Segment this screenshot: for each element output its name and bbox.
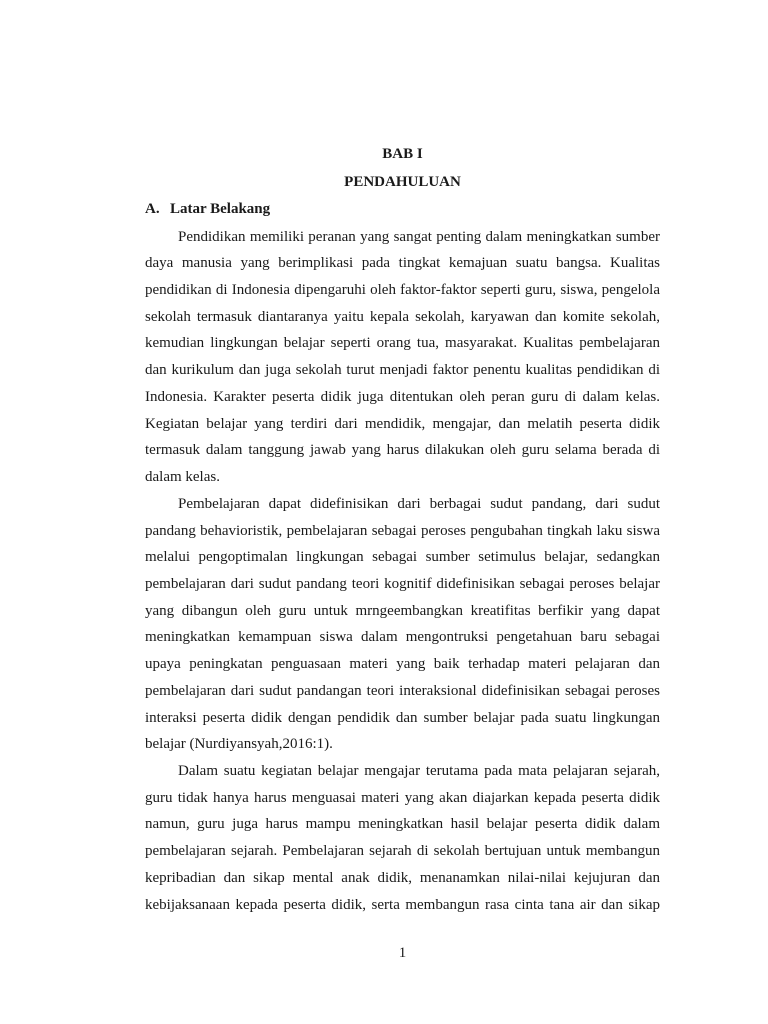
text-line: pembelajaran sejarah. Pembelajaran sejarah di sekolah bertujuan untuk membangun — [145, 843, 660, 860]
text-line: sekolah termasuk diantaranya yaitu kepala sekolah, karyawan dan komite sekolah, — [145, 308, 660, 325]
paragraph — [145, 758, 660, 918]
text-line: dalam kelas. — [145, 469, 220, 486]
chapter-heading — [145, 141, 660, 224]
body-text — [145, 224, 660, 919]
chapter-title: PENDAHULUAN — [344, 173, 461, 190]
paragraph — [145, 491, 660, 758]
section-number: A. — [145, 201, 160, 217]
text-line: termasuk dalam tanggung jawab yang harus dilakukan oleh guru selama berada di — [145, 442, 660, 459]
chapter-label: BAB I — [382, 146, 423, 162]
text-line: Kegiatan belajar yang terdiri dari mendidik, mengajar, dan melatih peserta didik — [145, 415, 660, 432]
text-line: Pembelajaran dapat didefinisikan dari berbagai sudut pandang, dari sudut — [178, 495, 660, 512]
text-line: kemudian lingkungan belajar seperti orang tua, masyarakat. Kualitas pembelajaran — [145, 335, 660, 352]
section-title: Latar Belakang — [170, 201, 271, 217]
text-line: daya manusia yang berimplikasi pada tingkat kemajuan suatu bangsa. Kualitas — [145, 255, 660, 272]
text-line: pendidikan di Indonesia dipengaruhi oleh faktor-faktor seperti guru, siswa, pengelola — [145, 282, 660, 299]
text-line: namun, guru juga harus mampu meningkatkan hasil belajar peserta didik dalam — [145, 816, 660, 833]
text-line: kebijaksanaan kepada peserta didik, serta membangun rasa cinta tana air dan sikap — [145, 896, 660, 913]
text-line: Dalam suatu kegiatan belajar mengajar terutama pada mata pelajaran sejarah, — [178, 762, 660, 779]
text-line: yang dibangun oleh guru untuk mrngeembangkan kreatifitas berfikir yang dapat — [145, 602, 660, 619]
section-heading — [145, 196, 660, 224]
paragraph — [145, 224, 660, 491]
text-line: kepribadian dan sikap mental anak didik, menanamkan nilai-nilai kejujuran dan — [145, 869, 660, 886]
text-line: pandang behavioristik, pembelajaran sebagai peroses pengubahan tingkah laku siswa — [145, 522, 660, 539]
text-line: upaya peningkatan penguasaan materi yang baik terhadap materi pelajaran dan — [145, 656, 660, 673]
text-line: pembelajaran dari sudut pandang teori kognitif didefinisikan sebagai peroses belajar — [145, 575, 660, 592]
text-line: meningkatkan kemampuan siswa dalam mengontruksi pengetahuan baru sebagai — [145, 629, 660, 646]
text-line: Pendidikan memiliki peranan yang sangat penting dalam meningkatkan sumber — [178, 228, 660, 245]
text-line: interaksi peserta didik dengan pendidik dan sumber belajar pada suatu lingkungan — [145, 709, 660, 726]
text-line: dan kurikulum dan juga sekolah turut menjadi faktor penentu kualitas pendidikan di — [145, 362, 660, 379]
text-line: belajar (Nurdiyansyah,2016:1). — [145, 736, 333, 753]
text-line: Indonesia. Karakter peserta didik juga ditentukan oleh peran guru di dalam kelas. — [145, 388, 660, 405]
text-line: melalui pengoptimalan lingkungan sebagai sumber setimulus belajar, sedangkan — [145, 549, 660, 566]
text-line: guru tidak hanya harus menguasai materi yang akan diajarkan kepada peserta didik — [145, 789, 660, 806]
page-number: 1 — [398, 945, 407, 961]
text-line: pembelajaran dari sudut pandangan teori interaksional didefinisikan sebagai peroses — [145, 682, 660, 699]
